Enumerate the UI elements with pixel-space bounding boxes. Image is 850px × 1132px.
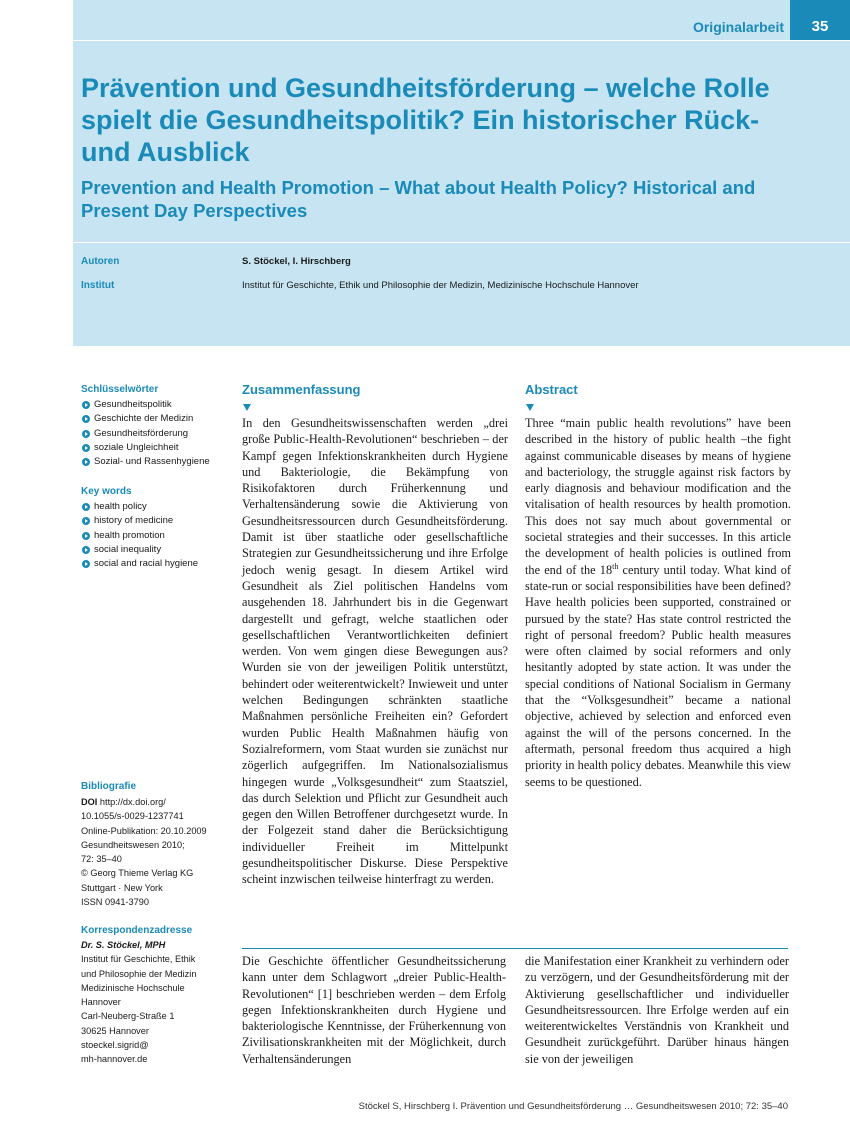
correspondence-name: Dr. S. Stöckel, MPH	[81, 940, 166, 950]
institute: Institut für Geschichte, Ethik und Philosophie der Medizin, Medizinische Hochschule Hannover	[242, 280, 639, 291]
footer-citation: Stöckel S, Hirschberg I. Prävention und Gesundheitsförderung … Gesundheitswesen 2010; 72: 35–40	[358, 1101, 788, 1112]
keyword-item: social and racial hygiene	[81, 557, 198, 571]
address-line: Hannover	[81, 997, 121, 1008]
abstract-en-text: Three “main public health revolutions” have been described in the history of public health –the fight against communicable diseases by means of hygiene and bacteriology, the struggle against risk factors by early diagnosis and behaviour modification and the vitalisation of health resources by health promotion. This does not say much about governmental or societal strategies and their successes. In this article the development of health policies is outlined from the end of the 18th century until today. What kind of state-run or social responsibilities have been defined? Have health policies been supported, constrained or pursued by the state? Has state control restricted the right of personal freedom? Public health measures were often claimed by social reformers and only hesitantly adopted by state action. It was under the special conditions of National Socialism in Germany that the “Volksgesundheit” became a national objective, achieved by selection and enforced even against the will of the persons concerned. In the aftermath, personal freedom thus acquired a high priority in health policy debates. Meanwhile this view seems to be questioned.	[525, 416, 791, 789]
authors: S. Stöckel, I. Hirschberg	[242, 256, 351, 267]
bullet-arrow-icon	[82, 444, 90, 452]
body-column-2: die Manifestation einer Krankheit zu verhindern oder zu verzögern, und der Gesundheitsförderung mit der Aktivierung gesellschaftlicher und individueller Gesundheitsressourcen. Ihre Erfolge werden auf ein weiterentwickeltes Verständnis von Krankheit und Gesundheit zurückgeführt. Darüber hinaus hängen sie von der jeweiligen	[525, 954, 789, 1066]
institute-label: Institut	[81, 280, 115, 291]
keywords-de-label: Schlüsselwörter	[81, 384, 159, 395]
abstract-de-text: In den Gesundheitswissenschaften werden „drei große Public-Health-Revolutionen“ beschrieben – der Kampf gegen Infektionskrankheiten durch Hygiene und Bakteriologie, die Bekämpfung von Risikofaktoren durch Früherkennung und Verhaltensänderung sowie die Aktivierung von Gesundheitsressourcen durch Gesundheitsförderung. Damit ist über staatliche oder gesellschaftliche Strategien zur Gesundheitssicherung und ihre Erfolge jedoch wenig gesagt. In diesem Artikel wird Gesundheit als Ziel politischen Handelns vom ausgehenden 18. Jahrhundert bis in die Gegenwart dargestellt und gefragt, welche staatlichen oder gesellschaftlichen Verantwortlichkeiten definiert werden. Von wem gingen diese Bewegungen aus? Wurden sie von der jeweiligen Politik unterstützt, behindert oder weiterentwickelt? Inwieweit und unter welchen Bedingungen schränkten staatliche Maßnahmen persönliche Freiheiten ein? Gefordert wurden Public Health Maßnahmen häufig von Sozialreformern, vom Staat wurden sie zunächst nur zögerlich aufgegriffen. Im Nationalsozialismus hingegen wurde „Volksgesundheit“ zum Staatsziel, das durch Selektion und Pflicht zur Gesundheit auch gegen den Willen Betroffener durchgesetzt wurde. In der Folgezeit stand daher die Berücksichtigung individueller Freiheit im Mittelpunkt gesundheitspolitischer Diskurse. Diese Perspektive scheint inzwischen teilweise hinterfragt zu werden.	[242, 416, 508, 887]
address-line: 30625 Hannover	[81, 1025, 149, 1036]
online-publication: Online-Publikation: 20.10.2009	[81, 825, 207, 836]
top-strip	[73, 0, 850, 41]
abstract-en-heading: Abstract	[525, 382, 578, 397]
bullet-arrow-icon	[82, 415, 90, 423]
bullet-arrow-icon	[82, 532, 90, 540]
journal: Gesundheitswesen 2010;	[81, 839, 185, 850]
triangle-down-icon	[243, 404, 251, 411]
email-line[interactable]: mh-hannover.de	[81, 1054, 148, 1065]
copyright: © Georg Thieme Verlag KG	[81, 868, 194, 879]
correspondence-label: Korrespondenzadresse	[81, 925, 193, 936]
keyword-item: health policy	[81, 500, 198, 514]
body-column-1: Die Geschichte öffentlicher Gesundheitssicherung kann unter dem Schlagwort „dreier Public-Health-Revolutionen“ [1] beschrieben werden – dem Erfolg gegen Infektionskrankheiten durch Hygiene und bakteriologische Kenntnisse, der Früherkennung von Zivilisationskrankheiten mit der Möglichkeit, durch Verhaltensänderungen	[242, 954, 506, 1066]
doi-id: 10.1055/s-0029-1237741	[81, 811, 184, 822]
page-number: 35	[790, 0, 850, 40]
keyword-item: soziale Ungleichheit	[81, 441, 210, 455]
keyword-item: Geschichte der Medizin	[81, 412, 210, 426]
volume-pages: 72: 35–40	[81, 854, 122, 865]
keyword-item: health promotion	[81, 529, 198, 543]
publisher-place: Stuttgart · New York	[81, 882, 163, 893]
keyword-item: social inequality	[81, 543, 198, 557]
keyword-item: Gesundheitspolitik	[81, 398, 210, 412]
triangle-down-icon	[526, 404, 534, 411]
bibliography-label: Bibliografie	[81, 781, 137, 792]
doi-label: DOI	[81, 797, 98, 807]
bullet-arrow-icon	[82, 503, 90, 511]
keyword-item: history of medicine	[81, 514, 198, 528]
meta-separator	[73, 242, 850, 243]
doi-url[interactable]: http://dx.doi.org/	[99, 797, 166, 807]
body-rule	[242, 948, 788, 949]
bullet-arrow-icon	[82, 517, 90, 525]
keywords-en-label: Key words	[81, 486, 132, 497]
address-line: Institut für Geschichte, Ethik	[81, 954, 196, 965]
bullet-arrow-icon	[82, 458, 90, 466]
bullet-arrow-icon	[82, 430, 90, 438]
abstract-de-heading: Zusammenfassung	[242, 382, 361, 397]
keywords-en-list	[81, 500, 198, 571]
keyword-item: Gesundheitsförderung	[81, 427, 210, 441]
bullet-arrow-icon	[82, 546, 90, 554]
keywords-de-list	[81, 398, 210, 469]
title-english: Prevention and Health Promotion – What about Health Policy? Historical and Present Day Perspectives	[81, 177, 756, 221]
section-label: Originalarbeit	[692, 19, 784, 35]
bullet-arrow-icon	[82, 401, 90, 409]
header-band	[73, 0, 850, 346]
correspondence-block	[81, 938, 231, 1067]
email-line[interactable]: stoeckel.sigrid@	[81, 1040, 149, 1051]
address-line: und Philosophie der Medizin	[81, 968, 197, 979]
authors-label: Autoren	[81, 256, 120, 267]
keyword-item: Sozial- und Rassenhygiene	[81, 455, 210, 469]
bullet-arrow-icon	[82, 560, 90, 568]
title-german: Prävention und Gesundheitsförderung – welche Rolle spielt die Gesundheitspolitik? Ein historischer Rück- und Ausblick	[81, 73, 770, 167]
bibliography-block	[81, 795, 231, 909]
address-line: Medizinische Hochschule	[81, 982, 185, 993]
address-line: Carl-Neuberg-Straße 1	[81, 1011, 175, 1022]
issn: ISSN 0941-3790	[81, 897, 149, 908]
